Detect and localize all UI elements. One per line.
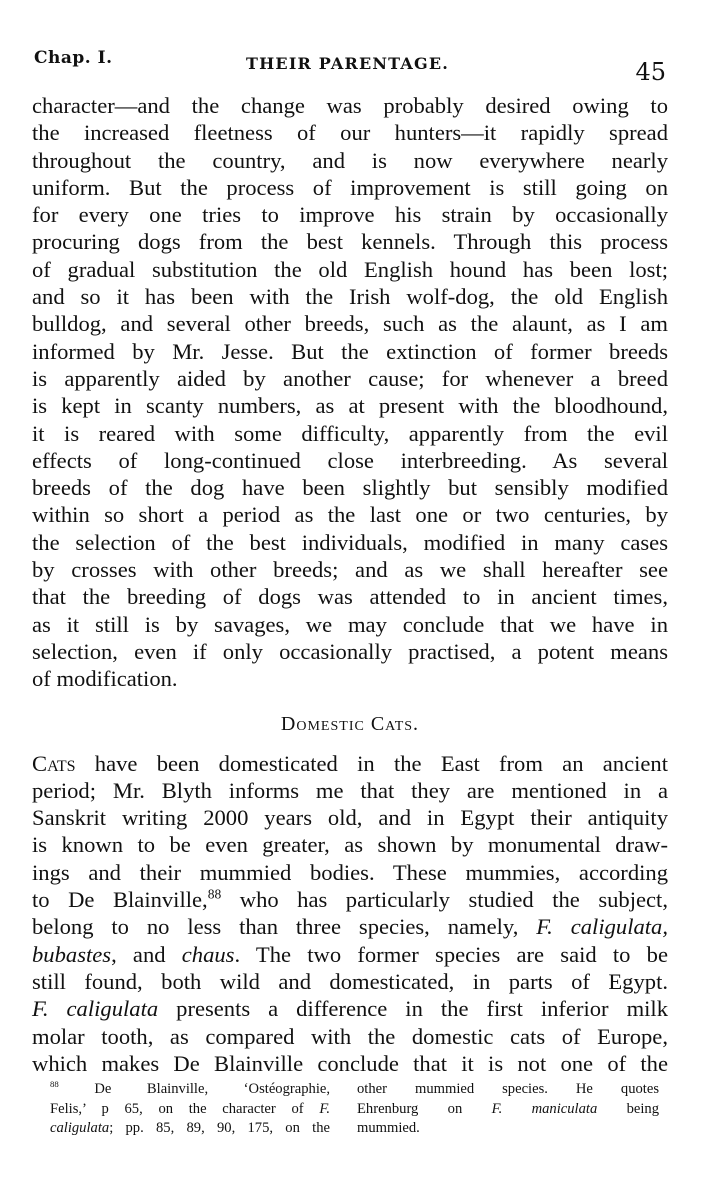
- text-line: [32, 995, 668, 1022]
- book-page: [32, 44, 668, 1077]
- text-line: which makes De Blainville conclude that it is not one of the: [32, 1050, 668, 1076]
- text-span: belong to no less than three species, namely,: [32, 914, 537, 940]
- text-line: [32, 913, 668, 940]
- text-line: that the breeding of dogs was attended to in ancient times,: [32, 584, 668, 610]
- species-name: F. caligulata,: [536, 914, 668, 940]
- text-span: Ehrenburg on: [357, 1100, 492, 1117]
- text-line: ings and their mummied bodies. These mummies, according: [32, 859, 668, 885]
- text-line: of modification.: [32, 666, 178, 692]
- dropcap-word: Cats: [32, 750, 76, 776]
- chapter-label: Chap. I.: [34, 48, 113, 68]
- footnote-ref: 88: [207, 886, 222, 902]
- page-number: 45: [635, 58, 666, 86]
- section-heading: Domestic Cats.: [280, 712, 420, 735]
- species-name: F.: [319, 1100, 330, 1117]
- species-name: F. caligulata: [32, 996, 159, 1022]
- text-line: within so short a period as the last one or two centuries, by: [32, 502, 668, 528]
- paragraph-dogs: [32, 92, 668, 693]
- text-line: character—and the change was probably desired owing to: [32, 93, 668, 118]
- text-line: throughout the country, and is now everywhere nearly: [32, 147, 668, 173]
- text-span: . The two former species are said to be: [234, 941, 668, 967]
- text-span: who has particularly studied the subject,: [221, 887, 668, 913]
- text-line: breeds of the dog have been slightly but sensibly modified: [32, 475, 668, 501]
- text-line: of gradual substitution the old English hound has been lost;: [32, 256, 668, 282]
- footnote-line: [50, 1100, 330, 1120]
- species-name: bubastes: [32, 941, 112, 967]
- text-line: is apparently aided by another cause; for whenever a breed: [32, 365, 668, 391]
- footnote-column-right: [357, 1080, 659, 1139]
- text-line: Sanskrit writing 2000 years old, and in Egypt their antiquity: [32, 805, 668, 831]
- text-line: and so it has been with the Irish wolf-dog, the old English: [32, 284, 668, 310]
- text-span: to De Blainville,: [32, 887, 208, 913]
- footnote-column-left: [50, 1080, 330, 1139]
- text-line: [32, 941, 668, 968]
- text-line: period; Mr. Blyth informs me that they are mentioned in a: [32, 777, 668, 803]
- text-line: selection, even if only occasionally practised, a potent means: [32, 638, 668, 664]
- text-line: by crosses with other breeds; and as we shall hereafter see: [32, 557, 668, 583]
- text-span: De Blainville, ‘Ostéographie,: [58, 1081, 330, 1097]
- footnote-line: [50, 1119, 330, 1139]
- text-line: is kept in scanty numbers, as at present with the bloodhound,: [32, 393, 668, 419]
- text-line: the selection of the best individuals, modified in many cases: [32, 529, 668, 555]
- footnote-line: [50, 1080, 330, 1100]
- footnote-marker: 88: [50, 1079, 59, 1090]
- text-line: effects of long-continued close interbreeding. As several: [32, 447, 668, 473]
- species-name: caligulata: [50, 1120, 110, 1136]
- text-line: informed by Mr. Jesse. But the extinction of former breeds: [32, 338, 668, 364]
- text-line: uniform. But the process of improvement is still going on: [32, 174, 668, 200]
- running-title: THEIR PARENTAGE.: [246, 54, 450, 73]
- running-head: [32, 44, 668, 92]
- text-line: is known to be even greater, as shown by monumental draw-: [32, 832, 668, 858]
- text-span: being: [597, 1100, 659, 1117]
- text-line: the increased fleetness of our hunters—it rapidly spread: [32, 120, 668, 146]
- text-line: for every one tries to improve his strain by occasionally: [32, 202, 668, 228]
- species-name: F. maniculata: [491, 1100, 598, 1117]
- text-line: [32, 750, 668, 777]
- footnote-line: mummied.: [357, 1120, 420, 1136]
- paragraph-cats: [32, 750, 668, 1078]
- footnote-line: other mummied species. He quotes: [357, 1081, 659, 1097]
- text-line: still found, both wild and domesticated, in parts of Egypt.: [32, 968, 668, 994]
- footnote-line: [357, 1100, 659, 1120]
- species-name: chaus: [181, 941, 235, 967]
- text-span: have been domesticated in the East from an ancient: [75, 750, 668, 776]
- text-line: as it still is by savages, we may conclude that we have in: [32, 611, 668, 637]
- text-line: it is reared with some difficulty, apparently from the evil: [32, 420, 668, 446]
- text-line: molar tooth, as compared with the domestic cats of Europe,: [32, 1023, 668, 1049]
- text-line: [32, 886, 668, 913]
- text-span: presents a difference in the first inferior milk: [158, 996, 668, 1022]
- text-span: ; pp. 85, 89, 90, 175, on the: [109, 1120, 330, 1136]
- text-line: bulldog, and several other breeds, such as the alaunt, as I am: [32, 311, 668, 337]
- text-span: , and: [111, 941, 182, 967]
- text-line: procuring dogs from the best kennels. Through this process: [32, 229, 668, 255]
- text-span: Felis,’ p 65, on the character of: [50, 1100, 320, 1117]
